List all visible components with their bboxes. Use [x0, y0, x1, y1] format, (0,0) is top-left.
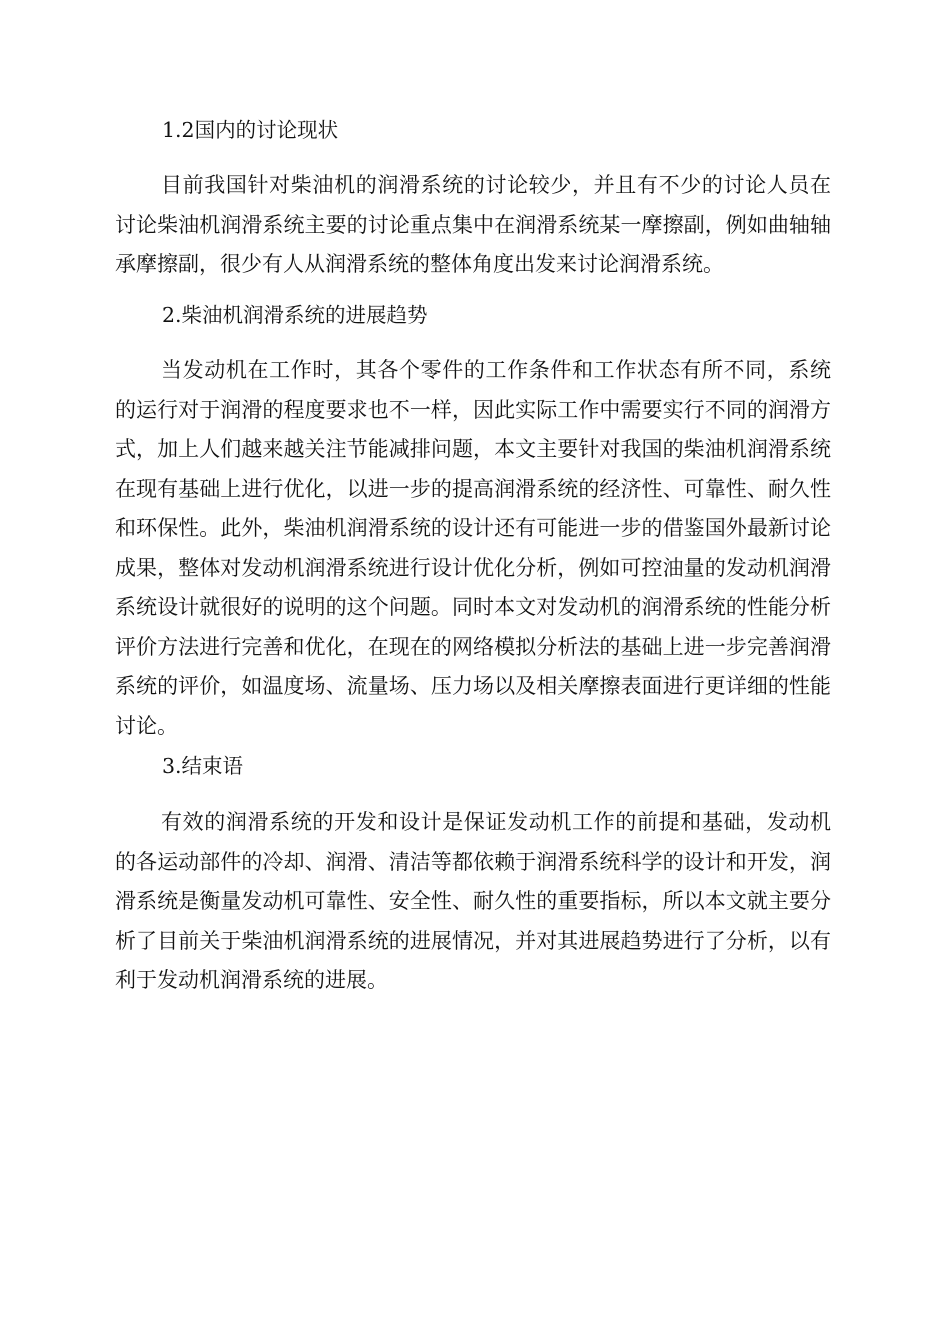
section-heading-domestic-status: 1.2国内的讨论现状 [162, 118, 339, 142]
section-heading-conclusion: 3.结束语 [162, 754, 244, 778]
section-paragraph-conclusion: 有效的润滑系统的开发和设计是保证发动机工作的前提和基础，发动机的各运动部件的冷却、润滑、清洁等都依赖于润滑系统科学的设计和开发，润滑系统是衡量发动机可靠性、安全性、耐久性的重要指标，所以本文就主要分析了目前关于柴油机润滑系统的进展情况，并对其进展趋势进行了分析，以有利于发动机润滑系统的进展。 [115, 810, 831, 992]
section-heading-development-trend: 2.柴油机润滑系统的进展趋势 [162, 303, 428, 327]
section-paragraph-domestic-status: 目前我国针对柴油机的润滑系统的讨论较少，并且有不少的讨论人员在讨论柴油机润滑系统主要的讨论重点集中在润滑系统某一摩擦副，例如曲轴轴承摩擦副，很少有人从润滑系统的整体角度出发来讨论润滑系统。 [115, 173, 831, 276]
section-paragraph-development-trend: 当发动机在工作时，其各个零件的工作条件和工作状态有所不同，系统的运行对于润滑的程度要求也不一样，因此实际工作中需要实行不同的润滑方式，加上人们越来越关注节能减排问题，本文主要针对我国的柴油机润滑系统在现有基础上进行优化，以进一步的提高润滑系统的经济性、可靠性、耐久性和环保性。此外，柴油机润滑系统的设计还有可能进一步的借鉴国外最新讨论成果，整体对发动机润滑系统进行设计优化分析，例如可控油量的发动机润滑系统设计就很好的说明的这个问题。同时本文对发动机的润滑系统的性能分析评价方法进行完善和优化，在现在的网络模拟分析法的基础上进一步完善润滑系统的评价，如温度场、流量场、压力场以及相关摩擦表面进行更详细的性能讨论。 [115, 358, 831, 738]
